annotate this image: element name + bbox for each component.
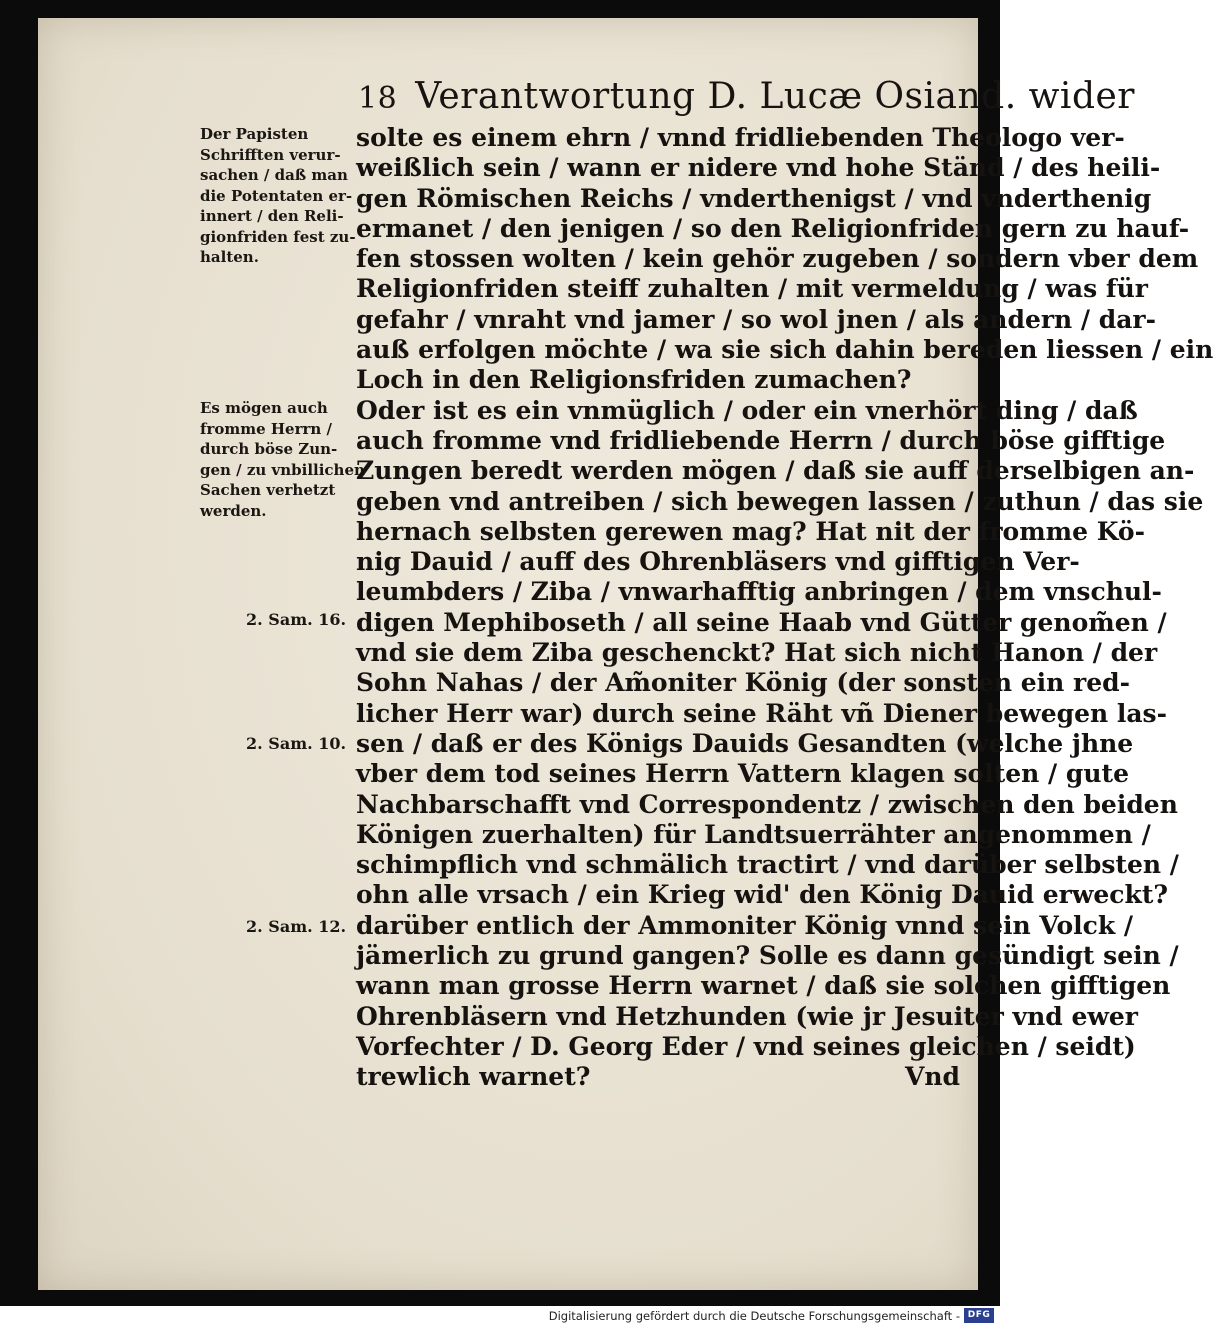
margin-note-line: fromme Herrn / — [200, 419, 332, 438]
margin-note-line: sachen / daß man — [200, 166, 348, 184]
margin-note-line: Der Papisten — [200, 125, 309, 143]
text-line: Religionfriden steiff zuhalten / mit vermeldung / was für — [356, 274, 1148, 304]
running-title: Verantwortung D. Lucæ Osiand. wider — [415, 76, 1136, 117]
text-line: leumbders / Ziba / vnwarhafftig anbringen / dem vnschul- — [356, 577, 1162, 607]
text-line: auch fromme vnd fridliebende Herrn / durch böse gifftige — [356, 425, 1166, 455]
text-line: weißlich sein / wann er nidere vnd hohe Ständ / des heili- — [356, 153, 1161, 183]
text-line: Ohrenbläsern vnd Hetzhunden (wie jr Jesuiter vnd ewer — [356, 1001, 1138, 1031]
margin-note-line: gen / zu vnbillichen — [200, 460, 365, 479]
dfg-logo-icon: DFG — [964, 1308, 994, 1323]
catchword: Vnd — [904, 1062, 960, 1092]
text-line: Nachbarschafft vnd Correspondentz / zwischen den beiden — [356, 789, 1178, 819]
text-line: fen stossen wolten / kein gehör zugeben / sondern vber dem — [356, 244, 1199, 274]
text-line: Zungen beredt werden mögen / daß sie auff derselbigen an- — [356, 456, 1195, 486]
margin-note-line: innert / den Reli- — [200, 207, 344, 225]
page-number: 18 — [358, 81, 398, 116]
text-line-end: trewlich warnet? — [356, 1062, 591, 1092]
margin-note-line: Schrifften verur- — [200, 145, 341, 164]
text-line: schimpflich vnd schmälich tractirt / vnd darüber selbsten / — [356, 850, 1179, 880]
bible-reference: 2. Sam. 10. — [246, 734, 347, 753]
text-line: sen / daß er des Königs Dauids Gesandten (welche jhne — [356, 728, 1134, 758]
margin-note-1 — [200, 124, 360, 268]
page-header — [358, 76, 1136, 122]
text-line: licher Herr war) durch seine Räht vñ Diener bewegen las- — [356, 698, 1168, 728]
text-line: gen Römischen Reichs / vnderthenigst / vnd vnderthenig — [356, 183, 1152, 213]
footer-bar — [0, 1306, 1000, 1326]
text-line: Sohn Nahas / der Am̃oniter König (der sonsten ein red- — [356, 668, 1130, 698]
funding-credit: Digitalisierung gefördert durch die Deutsche Forschungsgemeinschaft - — [548, 1309, 960, 1323]
margin-note-line: werden. — [200, 501, 267, 520]
text-line: ermanet / den jenigen / so den Religionfriden gern zu hauf- — [356, 213, 1190, 243]
last-text-line — [356, 1062, 960, 1092]
text-line: ohn alle vrsach / ein Krieg wid' den König Dauid erweckt? — [356, 880, 1169, 910]
main-text — [356, 123, 1213, 1093]
margin-note-line: Es mögen auch — [200, 399, 328, 417]
text-line: wann man grosse Herrn warnet / daß sie solchen gifftigen — [356, 971, 1171, 1001]
text-line: digen Mephiboseth / all seine Haab vnd Gütter genom̃en / — [356, 607, 1167, 637]
text-line: geben vnd antreiben / sich bewegen lassen / zuthun / das sie — [356, 486, 1204, 516]
margin-note-line: Sachen verhetzt — [200, 481, 336, 499]
margin-note-line: gionfriden fest zu- — [200, 227, 356, 246]
text-line: solte es einem ehrn / vnnd fridliebenden Theologo ver- — [356, 123, 1125, 152]
text-line: nig Dauid / auff des Ohrenbläsers vnd gifftigen Ver- — [356, 547, 1080, 577]
text-line: Vorfechter / D. Georg Eder / vnd seines gleichen / seidt) — [356, 1031, 1136, 1061]
text-line: Loch in den Religionsfriden zumachen? — [356, 365, 912, 395]
text-line: Königen zuerhalten) für Landtsuerrähter angenommen / — [356, 819, 1151, 849]
text-line: auß erfolgen möchte / wa sie sich dahin bereden liessen / ein — [356, 335, 1213, 365]
bible-reference: 2. Sam. 12. — [246, 917, 347, 936]
text-line: jämerlich zu grund gangen? Solle es dann gesündigt sein / — [356, 941, 1179, 971]
margin-note-2 — [200, 398, 365, 521]
margin-note-line: durch böse Zun- — [200, 440, 338, 458]
bible-reference: 2. Sam. 16. — [246, 610, 347, 629]
text-line: vnd sie dem Ziba geschenckt? Hat sich nicht Hanon / der — [356, 638, 1158, 668]
text-line: hernach selbsten gerewen mag? Hat nit der fromme Kö- — [356, 516, 1145, 546]
margin-note-line: die Potentaten er- — [200, 186, 353, 205]
text-line: vber dem tod seines Herrn Vattern klagen solten / gute — [356, 759, 1129, 789]
text-line: Oder ist es ein vnmüglich / oder ein vnerhört ding / daß — [356, 395, 1138, 425]
text-line: gefahr / vnraht vnd jamer / so wol jnen / als andern / dar- — [356, 304, 1156, 334]
margin-note-line: halten. — [200, 248, 259, 266]
text-line: darüber entlich der Ammoniter König vnnd sein Volck / — [356, 910, 1134, 940]
